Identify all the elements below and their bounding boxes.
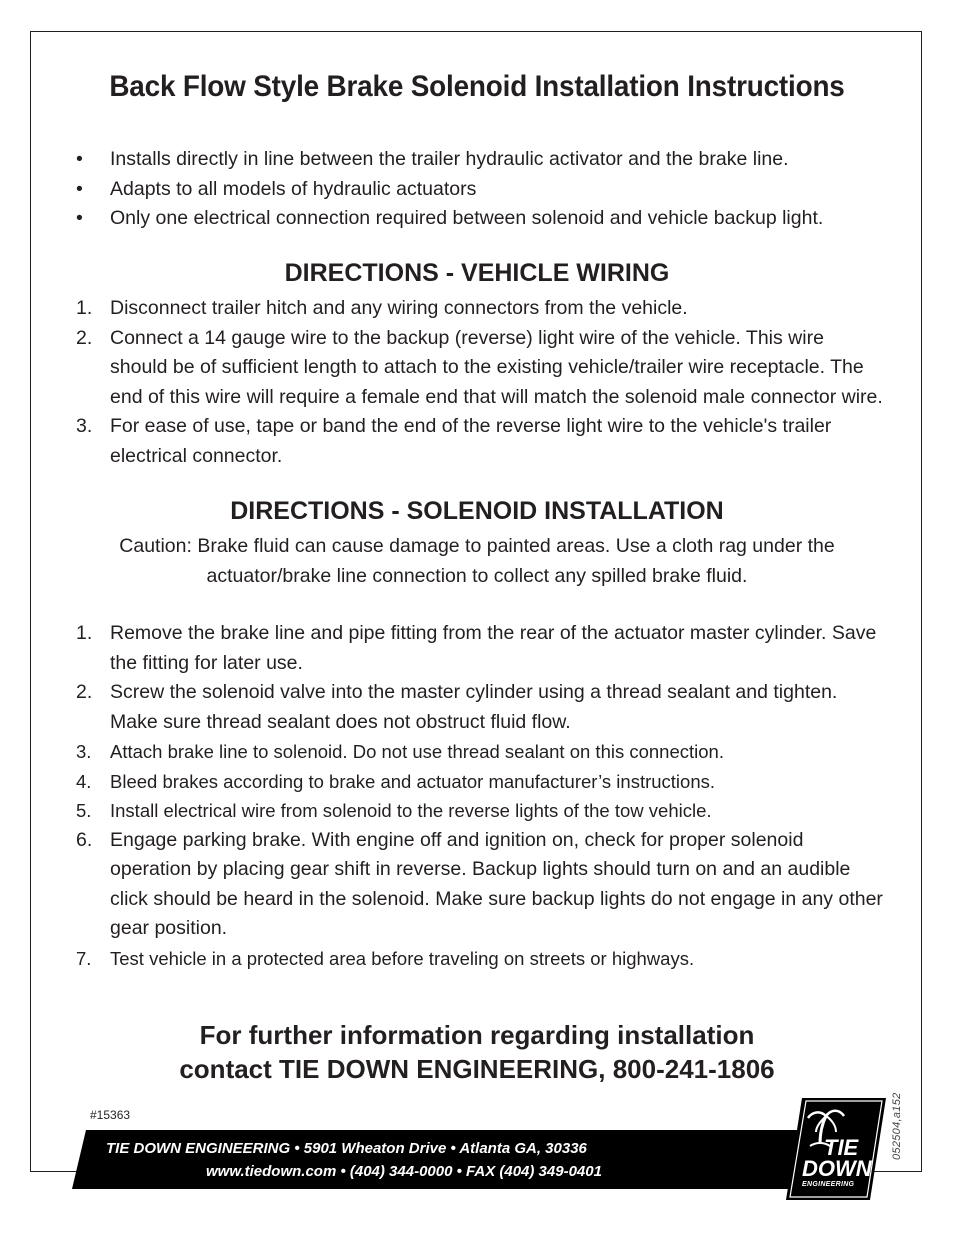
step-item [76, 619, 886, 678]
footer-banner-shape [72, 1130, 802, 1189]
step-item [76, 826, 886, 944]
step-item [76, 294, 886, 324]
step-text: Bleed brakes according to brake and actuator manufacturer’s instructions. [110, 770, 716, 792]
caution-note [0, 531, 954, 591]
footer-address: TIE DOWN ENGINEERING • 5901 Wheaton Drive • Atlanta GA, 30336 [106, 1140, 587, 1157]
step-text: Attach brake line to solenoid. Do not use thread sealant on this connection. [110, 741, 724, 762]
step-text: Engage parking brake. With engine off and ignition on, check for proper solenoid operation by placing gear shift in reverse. Backup lights should turn on and an audible click should be heard in the solenoid. Make sure backup lights do not engage in any other gear position. [110, 828, 883, 939]
step-number: 1. [76, 622, 93, 644]
step-text: Install electrical wire from solenoid to the reverse lights of the tow vehicle. [110, 800, 712, 821]
list-item [76, 204, 886, 234]
step-number: 2. [76, 681, 93, 703]
bullet-marker: • [76, 207, 83, 229]
step-number: 2. [76, 326, 93, 349]
caution-line: actuator/brake line connection to collect any spilled brake fluid. [206, 565, 748, 587]
contact-line: For further information regarding installation [199, 1020, 755, 1050]
logo-text: TIE [824, 1135, 859, 1160]
step-number: 3. [76, 415, 93, 437]
footer-contact: www.tiedown.com • (404) 344-0000 • FAX (404) 349-0401 [206, 1163, 602, 1180]
solenoid-heading: DIRECTIONS - SOLENOID INSTALLATION [230, 497, 724, 525]
list-item-text: Installs directly in line between the trailer hydraulic activator and the brake line. [110, 148, 789, 170]
step-text: Disconnect trailer hitch and any wiring connectors from the vehicle. [110, 297, 688, 319]
step-item [76, 796, 886, 826]
step-number: 7. [76, 947, 92, 969]
document-id: 052504,a152 [891, 1092, 903, 1160]
step-text: Screw the solenoid valve into the master cylinder using a thread sealant and tighten. Make sure thread sealant does not obstruct fluid flow. [110, 681, 838, 733]
step-text: For ease of use, tape or band the end of the reverse light wire to the vehicle's trailer electrical connector. [110, 415, 832, 467]
step-number: 3. [76, 741, 92, 762]
step-text: Connect a 14 gauge wire to the backup (reverse) light wire of the vehicle. This wire should be of sufficient length to attach to the existing vehicle/trailer wire receptacle. The end of this wire will require a female end that will match the solenoid male connector wire. [110, 326, 883, 408]
step-item [76, 737, 886, 767]
wiring-steps [76, 294, 886, 471]
step-item [76, 767, 886, 797]
step-item [76, 412, 886, 471]
feature-list [76, 145, 886, 234]
step-text: Remove the brake line and pipe fitting from the rear of the actuator master cylinder. Save the fitting for later use. [110, 622, 877, 674]
list-item [76, 145, 886, 175]
list-item [76, 175, 886, 205]
logo-text: ENGINEERING [802, 1181, 855, 1188]
step-number: 6. [76, 828, 93, 851]
part-number: #15363 [90, 1108, 131, 1122]
list-item-text: Only one electrical connection required between solenoid and vehicle backup light. [110, 207, 824, 229]
list-item-text: Adapts to all models of hydraulic actuators [110, 177, 477, 200]
step-text: Test vehicle in a protected area before traveling on streets or highways. [110, 947, 695, 969]
step-item [76, 944, 886, 974]
caution-line: Caution: Brake fluid can cause damage to painted areas. Use a cloth rag under the [119, 535, 835, 557]
bullet-marker: • [76, 177, 83, 200]
page-title: Back Flow Style Brake Solenoid Installation Instructions [109, 70, 845, 103]
footer-banner [72, 1130, 802, 1189]
step-item [76, 324, 886, 413]
step-number: 4. [76, 770, 92, 792]
contact-callout [0, 1018, 954, 1086]
step-number: 1. [76, 297, 93, 319]
contact-line: contact TIE DOWN ENGINEERING, 800-241-1806 [179, 1054, 775, 1084]
company-logo [786, 1098, 886, 1200]
step-number: 5. [76, 800, 92, 821]
step-item [76, 678, 886, 737]
logo-text: DOWN [802, 1156, 872, 1181]
bullet-marker: • [76, 148, 83, 170]
solenoid-steps [76, 619, 886, 973]
wiring-heading: DIRECTIONS - VEHICLE WIRING [284, 259, 670, 287]
